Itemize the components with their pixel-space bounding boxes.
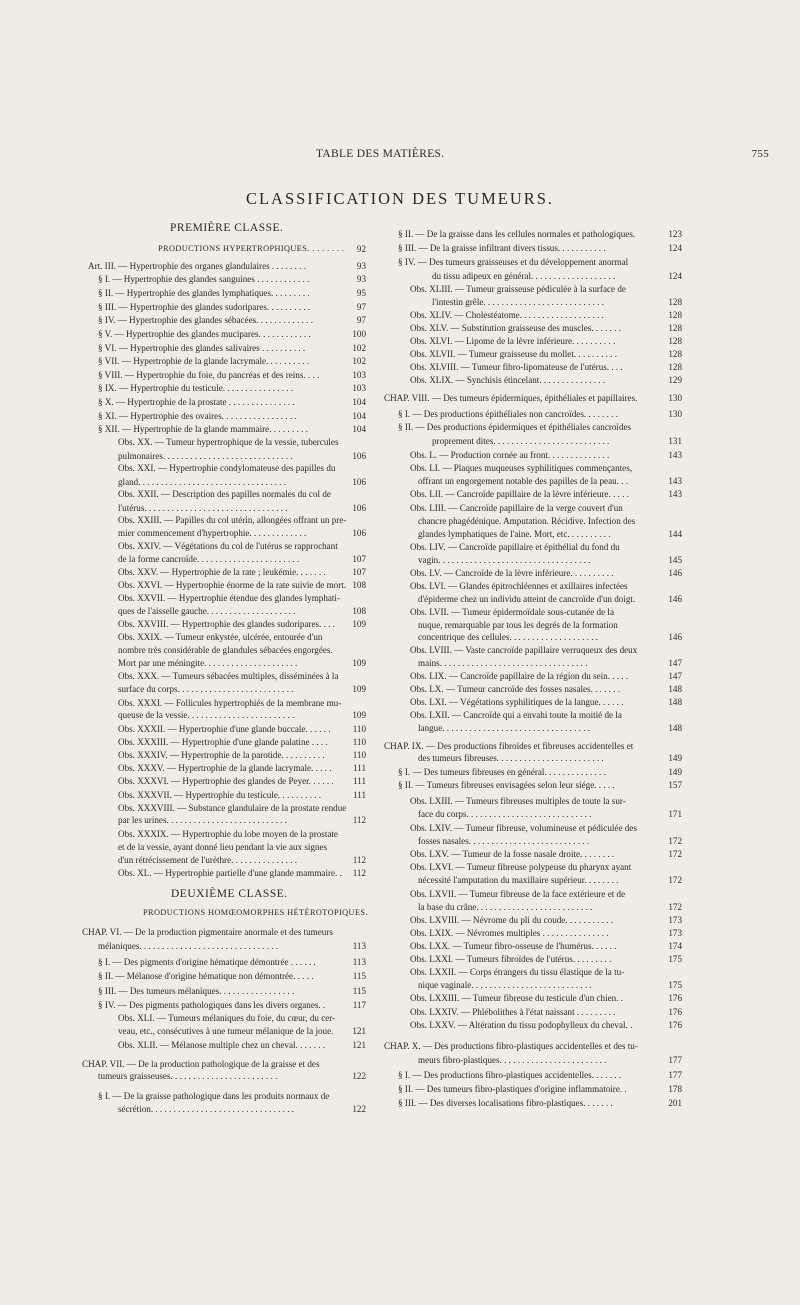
toc-entry: Obs. XLIV. — Cholestéatome. . . . . . . . . . . . . . . . . . . [410,310,604,320]
toc-entry: Obs. LXIX. — Névromes multiples . . . . . . . . . . . . . . . [410,928,609,938]
toc-entry: Obs. L. — Production cornée au front. . . . . . . . . . . . . . [410,450,610,460]
toc-entry: Obs. LXVIII. — Névrome du pli du coude. . . . . . . . . . . [410,915,614,925]
toc-page-number: 146 [668,632,682,642]
toc-page-number: 157 [668,780,682,790]
toc-entry: § III. — De la graisse infiltrant divers tissus. . . . . . . . . . . [398,243,606,253]
toc-page-number: 145 [668,555,682,565]
toc-entry: Obs. LI. — Plaques muqueuses syphilitiques commençantes, [410,463,633,473]
toc-page-number: 176 [668,1020,682,1030]
toc-entry: Obs. XXXIV. — Hypertrophie de la parotide. . . . . . . . . . [118,750,325,760]
toc-entry: surface du corps. . . . . . . . . . . . . . . . . . . . . . . . . . [118,684,294,694]
toc-entry: Obs. XXII. — Description des papilles normales du col de [118,489,331,499]
toc-entry: Obs. XLVI. — Lipome de la lèvre inférieure. . . . . . . . . . [410,336,616,346]
toc-entry: vagin. . . . . . . . . . . . . . . . . . . . . . . . . . . . . . . . . . [418,555,591,565]
toc-page-number: 177 [668,1055,682,1065]
toc-page-number: 124 [668,271,682,281]
toc-entry: Obs. LXXI. — Tumeurs fibroïdes de l'utérus. . . . . . . . . [410,954,612,964]
toc-page-number: 143 [668,450,682,460]
toc-entry: Obs. LXX. — Tumeur fibro-osseuse de l'humérus. . . . . . [410,941,617,951]
toc-entry: § I. — Hypertrophie des glandes sanguines . . . . . . . . . . . . [98,274,310,284]
toc-entry: langue. . . . . . . . . . . . . . . . . . . . . . . . . . . . . . . . . [418,723,591,733]
toc-entry: Obs. XXXIII. — Hypertrophie d'une glande palatine . . . . [118,737,328,747]
toc-entry: Obs. LIII. — Cancroïde papillaire de la verge couvert d'un [410,503,623,513]
toc-entry: § II. — Tumeurs fibreuses envisagées selon leur siége. . . . . [398,780,615,790]
toc-page-number: 106 [352,451,366,461]
toc-page-number: 106 [352,503,366,513]
toc-entry: Obs. LXXIII. — Tumeur fibreuse du testicule d'un chien. . [410,993,624,1003]
toc-entry: Obs. LXXV. — Altération du tissu podophylleux du cheval. . [410,1020,633,1030]
toc-page-number: 148 [668,723,682,733]
toc-entry: Obs. XXX. — Tumeurs sébacées multiples, disséminées à la [118,671,339,681]
toc-page-number: 148 [668,684,682,694]
toc-page-number: 107 [352,554,366,564]
page-number: 755 [751,148,769,160]
toc-entry: Obs. LVI. — Glandes épitrochléennes et axillaires infectées [410,581,628,591]
toc-page-number: 110 [352,724,366,734]
toc-page-number: 110 [352,737,366,747]
toc-page-number: 112 [352,868,366,878]
toc-entry: offrant un engorgement notable des papilles de la peau. . . [418,476,629,486]
toc-page-number: 95 [356,288,366,298]
toc-entry: mier commencement d'hypertrophie. . . . . . . . . . . . . [118,528,307,538]
toc-entry: § IV. — Des tumeurs graisseuses et du développement anormal [398,257,629,267]
toc-page-number: 113 [352,941,366,951]
toc-page-number: 115 [352,986,366,996]
toc-page-number: 109 [352,658,366,668]
toc-entry: Mort par une méningite. . . . . . . . . . . . . . . . . . . . . [118,658,298,668]
toc-page-number: 121 [352,1026,366,1036]
toc-page-number: 172 [668,836,682,846]
toc-entry: Obs. LXVII. — Tumeur fibreuse de la face extérieure et de [410,889,626,899]
toc-page-number: 147 [668,671,682,681]
toc-entry: la base du crâne. . . . . . . . . . . . . . . . . . . . . . . . . . [418,902,593,912]
toc-page-number: 176 [668,993,682,1003]
toc-page-number: 107 [352,567,366,577]
toc-entry: nuque, remarquable par tous les degrés de la formation [418,620,618,630]
toc-page-number: 104 [352,424,366,434]
toc-page-number: 201 [668,1098,682,1108]
toc-entry: Obs. XXXVII. — Hypertrophie du testicule. . . . . . . . . . [118,790,322,800]
toc-entry: CHAP. VI. — De la production pigmentaire anormale et des tumeurs [82,927,333,937]
toc-page-number: 110 [352,750,366,760]
toc-page-number: 106 [352,528,366,538]
toc-entry: du tissu adipeux en général. . . . . . . . . . . . . . . . . . . [432,271,616,281]
toc-entry: nécessité l'amputation du maxillaire supérieur. . . . . . . . [418,875,619,885]
toc-entry: Obs. XXXII. — Hypertrophie d'une glande buccale. . . . . . [118,724,331,734]
toc-entry: Obs. XX. — Tumeur hypertrophique de la vessie, tubercules [118,437,339,447]
toc-entry: § II. — Des productions épidermiques et épithéliales cancroïdes [398,422,632,432]
toc-page-number: 103 [352,370,366,380]
toc-entry: Obs. XXVII. — Hypertrophie étendue des glandes lymphati- [118,593,340,603]
toc-entry: nique vaginale. . . . . . . . . . . . . . . . . . . . . . . . . . . [418,980,592,990]
toc-page-number: 115 [352,971,366,981]
toc-page-number: 109 [352,684,366,694]
toc-entry: meurs fibro-plastiques. . . . . . . . . . . . . . . . . . . . . . . . [418,1055,607,1065]
toc-page-number: 175 [668,980,682,990]
toc-entry: Obs. XXXI. — Follicules hypertrophiés de la membrane mu- [118,698,342,708]
toc-page-number: 131 [668,436,682,446]
toc-entry: Obs. XLI. — Tumeurs mélaniques du foie, du cœur, du cer- [118,1013,336,1023]
toc-page-number: 102 [352,356,366,366]
toc-page-number: 97 [356,302,366,312]
toc-page-number: 148 [668,697,682,707]
toc-page-number: 102 [352,343,366,353]
toc-entry: § I. — Des pigments d'origine hématique démontrée . . . . . . [98,957,316,967]
toc-page-number: 108 [352,606,366,616]
toc-entry: d'un rétrécissement de l'urèthre. . . . . . . . . . . . . . . [118,855,298,865]
toc-entry: de la forme cancroïde. . . . . . . . . . . . . . . . . . . . . . . [118,554,300,564]
toc-entry: Obs. LV. — Cancroïde de la lèvre inférieure. . . . . . . . . . [410,568,614,578]
toc-entry: ques de l'aisselle gauche. . . . . . . . . . . . . . . . . . . . [118,606,296,616]
toc-entry: mains. . . . . . . . . . . . . . . . . . . . . . . . . . . . . . . . . [418,658,588,668]
toc-entry: Obs. LIX. — Cancroïde papillaire de la région du sein. . . . . [410,671,629,681]
toc-entry: CHAP. X. — Des productions fibro-plastiques accidentelles et des tu- [384,1041,638,1051]
toc-page-number: 104 [352,411,366,421]
toc-page-number: 92 [356,244,366,254]
toc-entry: Obs. LXXIV. — Phlébolithes à l'état naissant . . . . . . . . . [410,1007,616,1017]
toc-entry: § III. — Des diverses localisations fibro-plastiques. . . . . . . [398,1098,613,1108]
toc-page-number: 172 [668,849,682,859]
toc-entry: § IV. — Des pigments pathologiques dans les divers organes. . [98,1000,326,1010]
toc-entry: proprement dites. . . . . . . . . . . . . . . . . . . . . . . . . . [432,436,610,446]
toc-page-number: 128 [668,297,682,307]
toc-entry: § XI. — Hypertrophie des ovaires. . . . . . . . . . . . . . . . . [98,411,297,421]
toc-page-number: 109 [352,619,366,629]
page-title: CLASSIFICATION DES TUMEURS. [245,189,555,208]
toc-entry: § IX. — Hypertrophie du testicule. . . . . . . . . . . . . . . . [98,383,294,393]
toc-entry: Obs. LXII. — Cancroïde qui a envahi toute la moitié de la [410,710,622,720]
toc-entry: par les urines. . . . . . . . . . . . . . . . . . . . . . . . . . . [118,815,287,825]
toc-entry: § I. — Des productions épithéliales non cancroïdes. . . . . . . . [398,409,618,419]
toc-entry: Obs. XXIII. — Papilles du col utérin, allongées offrant un pre- [118,515,347,525]
toc-entry: CHAP. IX. — Des productions fibroïdes et fibreuses accidentelles et [384,741,634,751]
toc-page-number: 128 [668,336,682,346]
toc-page-number: 147 [668,658,682,668]
toc-page-number: 104 [352,397,366,407]
toc-page-number: 112 [352,855,366,865]
toc-entry: glandes lymphatiques de l'aine. Mort, etc. . . . . . . . . . [418,529,611,539]
toc-entry: § VI. — Hypertrophie des glandes salivaires . . . . . . . . . . [98,343,306,353]
class-heading: PREMIÈRE CLASSE. [170,222,284,234]
toc-entry: concentrique des cellules. . . . . . . . . . . . . . . . . . . . [418,632,599,642]
toc-page-number: 122 [352,1071,366,1081]
toc-entry: Obs. XLIX. — Synchisis étincelant. . . . . . . . . . . . . . . [410,375,606,385]
toc-page-number: 111 [353,763,366,773]
toc-page-number: 143 [668,476,682,486]
toc-entry: Obs. XXXIX. — Hypertrophie du lobe moyen de la prostate [118,829,338,839]
toc-page-number: 143 [668,489,682,499]
toc-entry: mélaniques. . . . . . . . . . . . . . . . . . . . . . . . . . . . . . . [98,941,279,951]
toc-entry: § IV. — Hypertrophie des glandes sébacées. . . . . . . . . . . . . [98,315,314,325]
toc-page-number: 173 [668,915,682,925]
toc-entry: gland. . . . . . . . . . . . . . . . . . . . . . . . . . . . . . . . . [118,477,286,487]
toc-page-number: 130 [668,409,682,419]
toc-page-number: 109 [352,710,366,720]
toc-entry: Obs. LVIII. — Vaste cancroïde papillaire verruqueux des deux [410,645,638,655]
toc-entry: Obs. LXIV. — Tumeur fibreuse, volumineuse et pédiculée des [410,823,637,833]
toc-page-number: 178 [668,1084,682,1094]
toc-entry: Obs. XXI. — Hypertrophie condylomateuse des papilles du [118,463,336,473]
toc-entry: § X. — Hypertrophie de la prostate . . . . . . . . . . . . . . . [98,397,295,407]
toc-page-number: 106 [352,477,366,487]
toc-entry: CHAP. VII. — De la production pathologique de la graisse et des [82,1059,320,1069]
toc-page-number: 149 [668,753,682,763]
toc-page-number: 129 [668,375,682,385]
toc-entry: § II. — Hypertrophie des glandes lymphatiques. . . . . . . . . [98,288,310,298]
toc-entry: Obs. XL. — Hypertrophie partielle d'une glande mammaire. . [118,868,342,878]
toc-entry: Obs. XXIV. — Végétations du col de l'utérus se rapprochant [118,541,338,551]
toc-page-number: 146 [668,568,682,578]
toc-page-number: 93 [356,261,366,271]
toc-entry: l'utérus. . . . . . . . . . . . . . . . . . . . . . . . . . . . . . . . [118,503,288,513]
toc-entry: § II. — Mélanose d'origine hématique non démontrée. . . . . [98,971,314,981]
toc-entry: § I. — Des productions fibro-plastiques accidentelles. . . . . . . [398,1070,622,1080]
toc-page-number: 149 [668,767,682,777]
toc-entry: Obs. LXIII. — Tumeurs fibreuses multiples de toute la sur- [410,796,626,806]
toc-page-number: 177 [668,1070,682,1080]
toc-entry: § I. — Des tumeurs fibreuses en général. . . . . . . . . . . . . . [398,767,606,777]
toc-entry: Obs. LX. — Tumeur cancroïde des fosses nasales. . . . . . . [410,684,621,694]
toc-entry: § II. — De la graisse dans les cellules normales et pathologiques. [398,229,636,239]
toc-entry: veau, etc., consécutives à une tumeur mélanique de la joue. [118,1026,334,1036]
toc-page-number: 124 [668,243,682,253]
toc-entry: chancre phagédénique. Amputation. Récidive. Infection des [418,516,636,526]
toc-page-number: 93 [356,274,366,284]
toc-page-number: 144 [668,529,682,539]
toc-entry: § V. — Hypertrophie des glandes mucipares. . . . . . . . . . . . [98,329,311,339]
toc-entry: tumeurs graisseuses. . . . . . . . . . . . . . . . . . . . . . . . [98,1071,278,1081]
toc-page-number: 123 [668,229,682,239]
toc-entry: § VII. — Hypertrophie de la glande lacrymale. . . . . . . . . . [98,356,310,366]
toc-page-number: 100 [352,329,366,339]
toc-page-number: 173 [668,928,682,938]
toc-page-number: 172 [668,902,682,912]
toc-entry: Obs. XLVII. — Tumeur graisseuse du mollet. . . . . . . . . . [410,349,618,359]
toc-page-number: 174 [668,941,682,951]
toc-entry: Obs. LII. — Cancroïde papillaire de la lèvre inférieure. . . . . [410,489,629,499]
toc-entry: § VIII. — Hypertrophie du foie, du pancréas et des reins. . . . [98,370,320,380]
toc-page-number: 128 [668,349,682,359]
toc-entry: Obs. XXXVIII. — Substance glandulaire de la prostate rendue [118,803,347,813]
toc-page-number: 146 [668,594,682,604]
class-heading: DEUXIÈME CLASSE. [171,888,288,900]
toc-page-number: 128 [668,323,682,333]
class-subheading: PRODUCTIONS HOMŒOMORPHES HÉTÉROTOPIQUES. [143,908,368,917]
toc-entry: Obs. XXVI. — Hypertrophie énorme de la rate suivie de mort. [118,580,347,590]
toc-page-number: 172 [668,875,682,885]
toc-entry: queuse de la vessie. . . . . . . . . . . . . . . . . . . . . . . . [118,710,295,720]
toc-entry: Obs. XLV. — Substitution graisseuse des muscles. . . . . . . [410,323,621,333]
toc-entry: CHAP. VIII. — Des tumeurs épidermiques, épithéliales et papillaires. [384,393,638,403]
toc-entry: nombre très considérable de glandules sébacées engorgées. [118,645,333,655]
toc-page-number: 113 [352,957,366,967]
toc-page-number: 130 [668,393,682,403]
toc-entry: Obs. XXXV. — Hypertrophie de la glande lacrymale. . . . . [118,763,332,773]
class-subheading: PRODUCTIONS HYPERTROPHIQUES. . . . . . . . [158,244,345,253]
toc-page-number: 108 [352,580,366,590]
toc-entry: Obs. LXV. — Tumeur de la fosse nasale droite. . . . . . . . [410,849,615,859]
toc-entry: des tumeurs fibreuses. . . . . . . . . . . . . . . . . . . . . . . . [418,753,604,763]
toc-entry: Obs. XLII. — Mélanose multiple chez un cheval. . . . . . . [118,1040,326,1050]
toc-entry: d'épiderme chez un individu atteint de cancroïde d'un doigt. [418,594,636,604]
toc-page-number: 122 [352,1104,366,1114]
running-header-title: TABLE DES MATIÈRES. [316,148,445,160]
toc-entry: Obs. XLVIII. — Tumeur fibro-lipomateuse de l'utérus. . . . [410,362,623,372]
toc-page-number: 176 [668,1007,682,1017]
toc-page-number: 128 [668,362,682,372]
toc-entry: Obs. LXI. — Végétations syphilitiques de la langue. . . . . . [410,697,624,707]
toc-entry: Obs. LXVI. — Tumeur fibreuse polypeuse du pharynx ayant [410,862,632,872]
toc-page-number: 171 [668,809,682,819]
toc-entry: l'intestin grêle. . . . . . . . . . . . . . . . . . . . . . . . . . . [432,297,604,307]
toc-page-number: 117 [352,1000,366,1010]
toc-page-number: 175 [668,954,682,964]
toc-page-number: 121 [352,1040,366,1050]
toc-page-number: 128 [668,310,682,320]
toc-entry: Art. III. — Hypertrophie des organes glandulaires . . . . . . . . [88,261,307,271]
toc-page-number: 111 [353,776,366,786]
toc-entry: § I. — De la graisse pathologique dans les produits normaux de [98,1091,330,1101]
toc-entry: fosses nasales. . . . . . . . . . . . . . . . . . . . . . . . . . . [418,836,590,846]
toc-entry: Obs. LVII. — Tumeur épidermoïdale sous-cutanée de la [410,607,614,617]
toc-entry: Obs. XXV. — Hypertrophie de la rate ; leukémie. . . . . . . [118,567,326,577]
toc-entry: Obs. XXIX. — Tumeur enkystée, ulcérée, entourée d'un [118,632,323,642]
toc-page-number: 97 [356,315,366,325]
toc-entry: Obs. XXVIII. — Hypertrophie des glandes sudoripares. . . . [118,619,335,629]
toc-entry: Obs. XLIII. — Tumeur graisseuse pédiculée à la surface de [410,284,626,294]
toc-entry: § III. — Hypertrophie des glandes sudoripares. . . . . . . . . . [98,302,311,312]
toc-entry: Obs. XXXVI. — Hypertrophie des glandes de Peyer. . . . . . [118,776,334,786]
toc-entry: § II. — Des tumeurs fibro-plastiques d'origine inflammatoire. . [398,1084,627,1094]
toc-entry: § XII. — Hypertrophie de la glande mammaire. . . . . . . . . [98,424,308,434]
toc-page-number: 111 [353,790,366,800]
toc-entry: pulmonaires. . . . . . . . . . . . . . . . . . . . . . . . . . . . . [118,451,293,461]
toc-entry: Obs. LIV. — Cancroïde papillaire et épithélial du fond du [410,542,620,552]
toc-page-number: 112 [352,815,366,825]
toc-entry: § III. — Des tumeurs mélaniques. . . . . . . . . . . . . . . . . [98,986,295,996]
toc-entry: face du corps. . . . . . . . . . . . . . . . . . . . . . . . . . . . [418,809,592,819]
toc-entry: Obs. LXXII. — Corps étrangers du tissu élastique de la tu- [410,967,625,977]
toc-entry: sécrétion. . . . . . . . . . . . . . . . . . . . . . . . . . . . . . . . [118,1104,295,1114]
toc-page-number: 103 [352,383,366,393]
toc-entry: et de la vessie, ayant donné lieu pendant la vie aux signes [118,842,328,852]
